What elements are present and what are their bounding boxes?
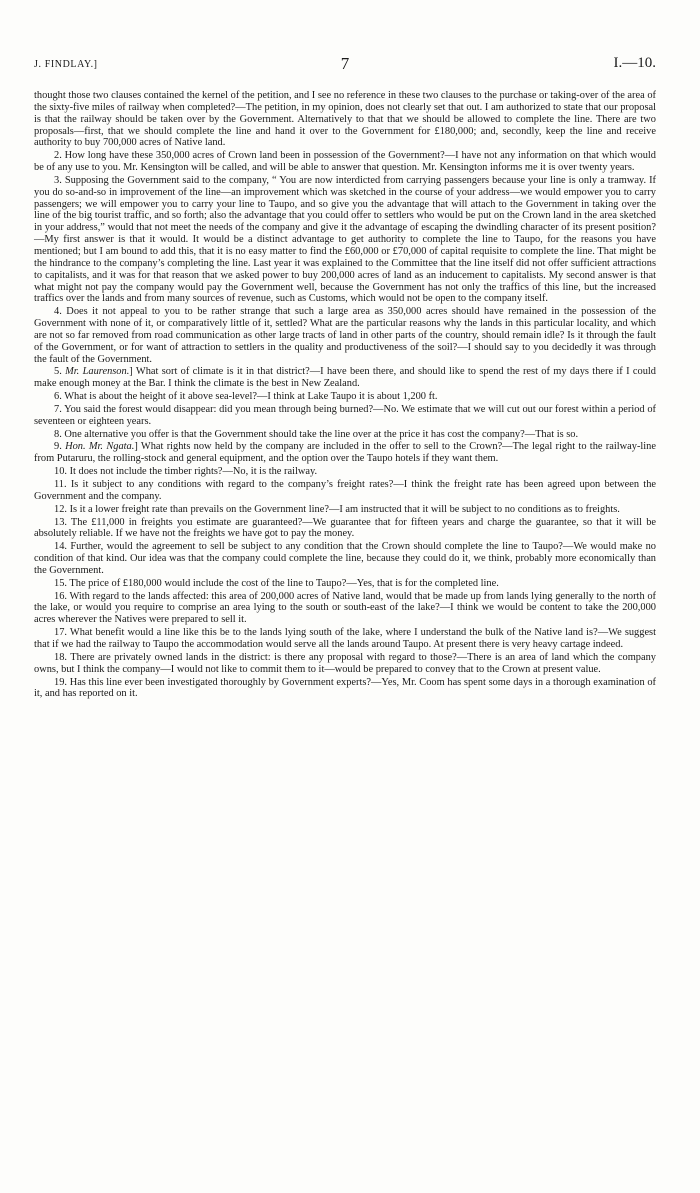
document-body	[34, 90, 656, 700]
question-14: 14. Further, would the agreement to sell be subject to any condition that the Crown should complete the line to Taupo?—We would make no condition of that kind. Our idea was that the company could complete the line, because they could do it, we think, probably more economically than the Government.	[34, 541, 656, 576]
document-reference: I.—10.	[613, 55, 656, 71]
question-number: 9.	[54, 441, 66, 453]
header-witness-name: J. FINDLAY.]	[34, 59, 98, 70]
speaker-name: Hon. Mr. Ngata.	[65, 441, 135, 453]
question-5	[34, 366, 656, 390]
speaker-name: Mr. Laurenson.	[65, 366, 130, 378]
question-10: 10. It does not include the timber rights?—No, it is the railway.	[54, 466, 318, 478]
question-number: 5.	[54, 366, 66, 378]
question-2: 2. How long have these 350,000 acres of Crown land been in possession of the Government?—I have not any information on that which would be of any use to you. Mr. Kensington will be called, and will be able to answer that question. Mr. Kensington informs me it is over twenty years.	[34, 150, 656, 174]
question-12: 12. Is it a lower freight rate than prevails on the Government line?—I am instructed that it will be subject to no conditions as to freights.	[54, 503, 620, 515]
question-text: ] What rights now held by the company are included in the offer to sell to the Crown?—The legal right to the railway-line from Putaruru, the rolling-stock and general equipment, and the option over the Taupo hotels if they want them.	[34, 441, 656, 465]
question-18: 18. There are privately owned lands in the district: is there any proposal with regard to those?—There is an area of land which the company owns, but I think the company—I would not like to commit them to it—would be prepared to convey that to the Crown at present value.	[34, 651, 656, 675]
page-header	[34, 54, 656, 76]
page-number: 7	[340, 54, 350, 73]
question-8: 8. One alternative you offer is that the Government should take the line over at the price it has cost the company?—That is so.	[54, 428, 579, 440]
question-11: 11. Is it subject to any conditions with regard to the company’s freight rates?—I think the freight rate has been agreed upon between the Government and the company.	[34, 479, 656, 502]
question-15: 15. The price of £180,000 would include the cost of the line to Taupo?—Yes, that is for the completed line.	[54, 577, 499, 589]
paragraph-continuation: thought those two clauses contained the kernel of the petition, and I see no reference in these two clauses to the purchase or taking-over of the area of the sixty-five miles of railway when completed?—The petition, in my opinion, does not clearly set that out. I am authorized to state that our proposal is that the railway should be taken over by the Government. Alternatively to that that we should be allowed to complete the line. There are two proposals—first, that we should complete the line and hand it over to the Government for £180,000; and, secondly, keep the line and receive authority to buy 700,000 acres of Native land.	[34, 90, 656, 149]
question-text: ] What sort of climate is it in that district?—I have been there, and should like to spend the rest of my days there if I could make enough money at the Bar. I think the climate is the best in New Zealand.	[34, 366, 656, 390]
question-19: 19. Has this line ever been investigated thoroughly by Government experts?—Yes, Mr. Coom has spent some days in a thorough examination of it, and has reported on it.	[34, 676, 656, 700]
question-13: 13. The £11,000 in freights you estimate are guaranteed?—We guarantee that for fifteen years and charge the guarantee, so that it will be absolutely reliable. If we have not the freights we have got to pay the money.	[34, 516, 656, 540]
question-16: 16. With regard to the lands affected: this area of 200,000 acres of Native land, would that be made up from lands lying generally to the north of the lake, or would you require to comprise an area lying to the south or south-east of the lake?—I think we would be content to take the 200,000 acres wherever the Natives were prepared to sell it.	[34, 590, 656, 626]
question-6: 6. What is about the height of it above sea-level?—I think at Lake Taupo it is about 1,200 ft.	[54, 391, 438, 403]
question-17: 17. What benefit would a line like this be to the lands lying south of the lake, where I understand the bulk of the Native land is?—We suggest that if we had the railway to Taupo the accommodation would serve all the lands around Taupo. At present there is very heavy cartage indeed.	[34, 627, 656, 650]
question-4: 4. Does it not appeal to you to be rather strange that such a large area as 350,000 acres should have remained in the possession of the Government with none of it, or comparatively little of it, settled? What are the particular reasons why the lands in this particular locality, and which are not so far removed from road communication as other large tracts of land in other parts of the country, should remain idle? Is it through the fault of the Government, or for want of attraction to settlers in the quality and productiveness of the soil?—I should say to you decidedly it was through the fault of the Government.	[34, 306, 656, 365]
question-7: 7. You said the forest would disappear: did you mean through being burned?—No. We estimate that we will cut out our forest within a period of seventeen or eighteen years.	[34, 403, 656, 427]
question-3: 3. Supposing the Government said to the company, “ You are now interdicted from carrying passengers because your line is only a tramway. If you do so-and-so in improvement of the line—an improvement which was sketched in the course of your address—we would empower you to carry passengers; we will empower you to carry your line to Taupo, and so give you the advantage that will attach to the Government in taking over the line of the big tourist traffic, and so forth; also the advantage that you could offer to settlers who would be put on the Crown land in the area sketched in your address,” would that not meet the needs of the company and give it the advantage of escaping the dwindling character of its present position?—My first answer is that it would. It would be a distinct advantage to get authority to complete the line to Taupo, for the reasons you have mentioned; but I am bound to add this, that it is no easy matter to find the £60,000 or £70,000 of capital requisite to complete the line. That might be the hindrance to the company’s completing the line. Last year it was explained to the Committee that the line itself did not offer sufficient attractions to capitalists, and it was for that reason that we asked power to buy 200,000 acres of land as an inducement to capitalists. My second answer is that what might not pay the company would pay the Government well, because the Government has not only the traffics of this line, but the increased traffics over the lands and from many sources of revenue, such as Customs, which would not be open to the company itself.	[34, 174, 656, 305]
question-9	[34, 441, 656, 465]
